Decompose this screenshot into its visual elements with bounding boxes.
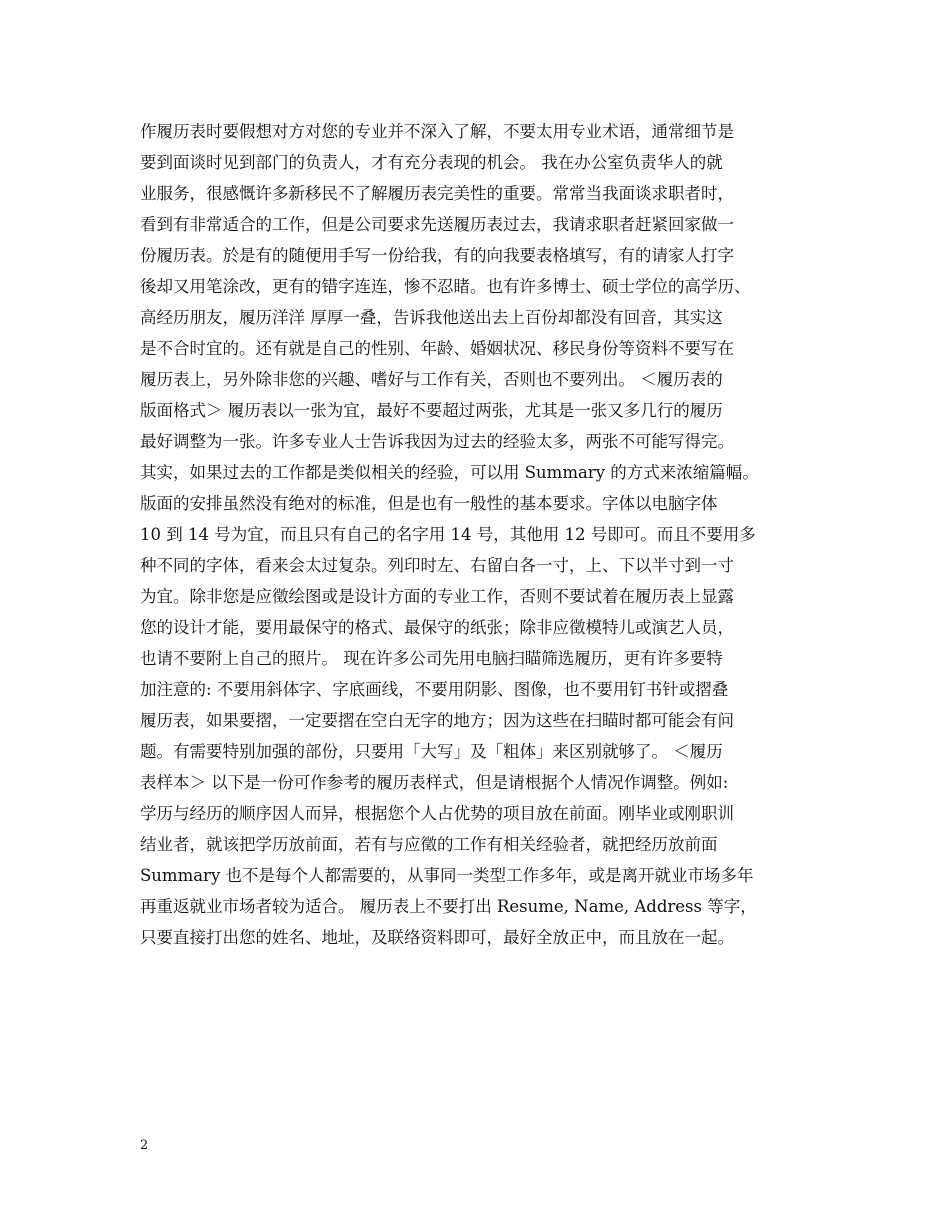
text-line: 看到有非常适合的工作，但是公司要求先送履历表过去，我请求职者赶紧回家做一 — [140, 215, 734, 234]
text-line: Summary 也不是每个人都需要的，从事同一类型工作多年，或是离开就业市场多年 — [140, 866, 754, 885]
text-line: 表样本＞ 以下是一份可作参考的履历表样式，但是请根据个人情况作调整。例如: — [140, 773, 729, 792]
text-line: 业服务，很感慨许多新移民不了解履历表完美性的重要。常常当我面谈求职者时， — [140, 184, 734, 203]
text-line: 学历与经历的顺序因人而异，根据您个人占优势的项目放在前面。刚毕业或刚职训 — [140, 804, 734, 823]
text-line: 再重返就业市场者较为适合。 履历表上不要打出 Resume, Name, Address 等字， — [140, 897, 757, 916]
text-line: 为宜。除非您是应徵绘图或是设计方面的专业工作，否则不要试着在履历表上显露 — [140, 587, 734, 606]
text-line: 加注意的: 不要用斜体字、字底画线，不要用阴影、图像，也不要用钉书针或摺叠 — [140, 680, 729, 699]
text-line: 是不合时宜的。还有就是自己的性别、年龄、婚姻状况、移民身份等资料不要写在 — [140, 339, 734, 358]
text-line: 作履历表时要假想对方对您的专业并不深入了解，不要太用专业术语，通常细节是 — [140, 122, 734, 141]
text-line: 其实，如果过去的工作都是类似相关的经验，可以用 Summary 的方式来浓缩篇幅。 — [140, 463, 759, 482]
text-line: 履历表上，另外除非您的兴趣、嗜好与工作有关，否则也不要列出。 ＜履历表的 — [140, 370, 723, 389]
text-line: 10 到 14 号为宜，而且只有自己的名字用 14 号，其他用 12 号即可。而且不要用多 — [140, 525, 756, 544]
text-line: 也请不要附上自己的照片。 现在许多公司先用电脑扫瞄筛选履历，更有许多要特 — [140, 649, 723, 668]
text-line: 份履历表。於是有的随便用手写一份给我，有的向我要表格填写，有的请家人打字 — [140, 246, 734, 265]
text-line: 题。有需要特别加强的部份，只要用「大写」及「粗体」来区别就够了。 ＜履历 — [140, 742, 723, 761]
text-line: 版面格式＞ 履历表以一张为宜，最好不要超过两张，尤其是一张又多几行的履历 — [140, 401, 723, 420]
text-line: 种不同的字体，看来会太过复杂。列印时左、右留白各一寸，上、下以半寸到一寸 — [140, 556, 734, 575]
text-line: 要到面谈时见到部门的负责人，才有充分表现的机会。 我在办公室负责华人的就 — [140, 153, 723, 172]
text-line: 结业者，就该把学历放前面，若有与应徵的工作有相关经验者，就把经历放前面 — [140, 835, 718, 854]
text-line: 最好调整为一张。许多专业人士告诉我因为过去的经验太多，两张不可能写得完。 — [140, 432, 734, 451]
text-line: 您的设计才能，要用最保守的格式、最保守的纸张；除非应徵模特儿或演艺人员， — [140, 618, 734, 637]
text-line: 版面的安排虽然没有绝对的标准，但是也有一般性的基本要求。字体以电脑字体 — [140, 494, 718, 513]
text-line: 履历表，如果要摺，一定要摺在空白无字的地方；因为这些在扫瞄时都可能会有问 — [140, 711, 734, 730]
text-line: 只要直接打出您的姓名、地址，及联络资料即可，最好全放正中，而且放在一起。 — [140, 928, 734, 947]
text-line: 後却又用笔涂改，更有的错字连连，惨不忍睹。也有许多博士、硕士学位的高学历、 — [140, 277, 751, 296]
body-text — [140, 116, 830, 953]
page-number: 2 — [140, 1138, 149, 1153]
text-line: 高经历朋友，履历洋洋 厚厚一叠，告诉我他送出去上百份却都没有回音，其实这 — [140, 308, 723, 327]
